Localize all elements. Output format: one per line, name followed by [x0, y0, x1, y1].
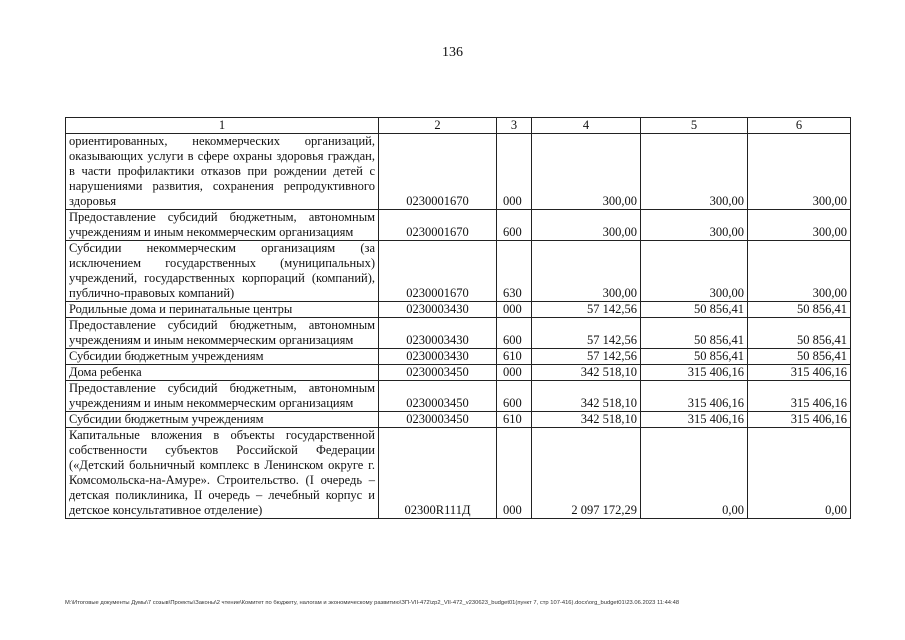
row-name: Субсидии некоммерческим организациям (за исключением государственных (муниципальных) учреждений, государственных корпораций (компаний), публично-правовых компаний) [66, 241, 379, 302]
row-kind: 600 [497, 381, 532, 412]
row-value-col5: 315 406,16 [641, 365, 748, 381]
table-row [66, 428, 851, 519]
row-kind: 600 [497, 318, 532, 349]
row-value-col4: 57 142,56 [532, 302, 641, 318]
row-value-col4: 57 142,56 [532, 349, 641, 365]
row-name: Предоставление субсидий бюджетным, автономным учреждениям и иным некоммерческим организациям [66, 381, 379, 412]
row-kind: 610 [497, 412, 532, 428]
row-name: Субсидии бюджетным учреждениям [66, 349, 379, 365]
row-value-col6: 50 856,41 [748, 302, 851, 318]
budget-table [65, 117, 851, 519]
row-kind: 000 [497, 428, 532, 519]
row-name: Предоставление субсидий бюджетным, автономным учреждениям и иным некоммерческим организациям [66, 210, 379, 241]
row-value-col5: 0,00 [641, 428, 748, 519]
row-code: 02300R111Д [379, 428, 497, 519]
row-value-col5: 50 856,41 [641, 302, 748, 318]
row-code: 0230001670 [379, 241, 497, 302]
row-kind: 000 [497, 365, 532, 381]
row-name: Предоставление субсидий бюджетным, автономным учреждениям и иным некоммерческим организациям [66, 318, 379, 349]
table-row [66, 210, 851, 241]
table-row [66, 318, 851, 349]
row-value-col5: 300,00 [641, 241, 748, 302]
row-kind: 000 [497, 134, 532, 210]
row-code: 0230003450 [379, 365, 497, 381]
row-value-col6: 50 856,41 [748, 349, 851, 365]
table-row [66, 241, 851, 302]
column-header: 1 [66, 118, 379, 134]
row-value-col5: 50 856,41 [641, 349, 748, 365]
column-header: 5 [641, 118, 748, 134]
column-header: 3 [497, 118, 532, 134]
row-value-col5: 300,00 [641, 210, 748, 241]
row-code: 0230003430 [379, 318, 497, 349]
row-code: 0230003450 [379, 381, 497, 412]
table-row [66, 365, 851, 381]
row-value-col6: 300,00 [748, 210, 851, 241]
page-number: 136 [442, 45, 463, 60]
row-value-col4: 342 518,10 [532, 381, 641, 412]
row-value-col4: 300,00 [532, 210, 641, 241]
table-row [66, 349, 851, 365]
column-header: 6 [748, 118, 851, 134]
table-row [66, 381, 851, 412]
column-header: 4 [532, 118, 641, 134]
row-value-col5: 50 856,41 [641, 318, 748, 349]
row-value-col5: 300,00 [641, 134, 748, 210]
row-code: 0230003450 [379, 412, 497, 428]
row-name: Родильные дома и перинатальные центры [66, 302, 379, 318]
row-value-col4: 342 518,10 [532, 365, 641, 381]
row-value-col4: 2 097 172,29 [532, 428, 641, 519]
row-kind: 600 [497, 210, 532, 241]
row-name: Дома ребенка [66, 365, 379, 381]
row-value-col4: 300,00 [532, 134, 641, 210]
column-header: 2 [379, 118, 497, 134]
table-header-row [66, 118, 851, 134]
row-value-col5: 315 406,16 [641, 381, 748, 412]
row-value-col6: 0,00 [748, 428, 851, 519]
table-row [66, 302, 851, 318]
table-row [66, 134, 851, 210]
row-code: 0230003430 [379, 302, 497, 318]
row-value-col6: 315 406,16 [748, 412, 851, 428]
row-kind: 610 [497, 349, 532, 365]
row-kind: 630 [497, 241, 532, 302]
table-row [66, 412, 851, 428]
row-value-col6: 300,00 [748, 134, 851, 210]
row-value-col4: 57 142,56 [532, 318, 641, 349]
file-path-footer: M:\Итоговые документы Думы\7 созыв\Проекты\Законы\2 чтение\Комитет по бюджету, налогам и экономическому развитию\ЗП-VII-472\zp2_VII-472_v230623_budget01(пункт 7, стр 107-416).docx\org_budget01\23.06.2023 11:44:48 [65, 600, 680, 606]
row-name: ориентированных, некоммерческих организаций, оказывающих услуги в сфере охраны здоровья граждан, в части профилактики отказов при рождении детей с нарушениями развития, сохранения репродуктивного здоровья [66, 134, 379, 210]
row-value-col4: 300,00 [532, 241, 641, 302]
row-name: Субсидии бюджетным учреждениям [66, 412, 379, 428]
row-code: 0230003430 [379, 349, 497, 365]
row-value-col4: 342 518,10 [532, 412, 641, 428]
row-value-col6: 50 856,41 [748, 318, 851, 349]
row-value-col6: 315 406,16 [748, 381, 851, 412]
row-value-col6: 315 406,16 [748, 365, 851, 381]
row-code: 0230001670 [379, 134, 497, 210]
row-code: 0230001670 [379, 210, 497, 241]
row-value-col5: 315 406,16 [641, 412, 748, 428]
row-kind: 000 [497, 302, 532, 318]
row-name: Капитальные вложения в объекты государственной собственности субъектов Российской Федерации («Детский больничный комплекс в Ленинском округе г. Комсомольска-на-Амуре». Строительство. (I очередь – детская поликлиника, II очередь – лечебный корпус и детское консультативное отделение) [66, 428, 379, 519]
row-value-col6: 300,00 [748, 241, 851, 302]
